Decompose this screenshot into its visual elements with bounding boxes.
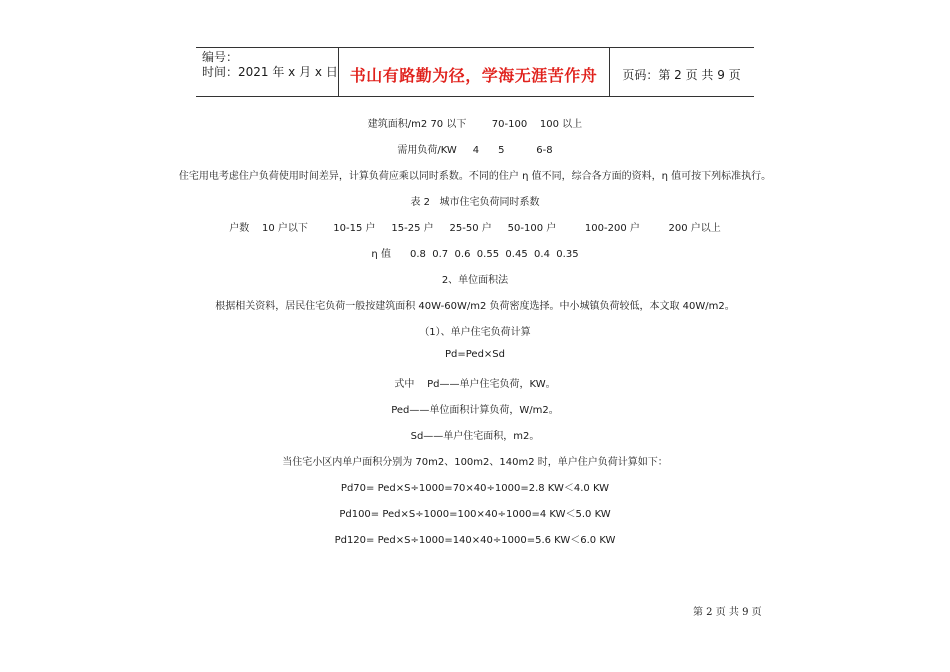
header-page-number: 页码：第 2 页 共 9 页 [622,68,741,82]
calculation-line: Pd120= Ped×S÷1000=140×40÷1000=5.6 KW＜6.0 KW [334,535,616,546]
households-table-row: 户数 10 户以下 10-15 户 15-25 户 25-50 户 50-100 户 100-200 户 200 户以上 [229,223,721,234]
header-meta [202,50,338,80]
document-number-label: 编号： [202,50,239,64]
area-table-row: 建筑面积/m2 70 以下 70-100 100 以上 [367,119,583,130]
paragraph: 当住宅小区内单户面积分别为 70m2、100m2、140m2 时，单户住户负荷计算如下： [282,457,668,468]
header-motto: 书山有路勤为径，学海无涯苦作舟 [349,66,598,85]
paragraph: 根据相关资料，居民住宅负荷一般按建筑面积 40W-60W/m2 负荷密度选择。中小城镇负荷较低，本文取 40W/m2。 [215,301,735,312]
calculation-line: Pd70= Ped×S÷1000=70×40÷1000=2.8 KW＜4.0 KW [340,483,610,494]
page-header [196,47,754,97]
section-heading: 2、单位面积法 [441,275,509,286]
formula: Pd=Ped×Sd [444,349,505,360]
calculation-line: Pd100= Ped×S÷1000=100×40÷1000=4 KW＜5.0 KW [339,509,611,520]
table-caption: 表 2 城市住宅负荷同时系数 [410,197,540,208]
document-time-label: 时间：2021 年 x 月 x 日 [202,65,338,79]
load-table-row: 需用负荷/KW 4 5 6-8 [397,145,553,156]
formula-definition: Ped——单位面积计算负荷，W/m2。 [391,405,559,416]
footer-page-number: 第 2 页 共 9 页 [693,607,762,618]
eta-table-row: η 值 0.8 0.7 0.6 0.55 0.45 0.4 0.35 [371,249,579,260]
header-top-rule [196,47,754,48]
header-bottom-rule [196,96,754,97]
formula-definition: 式中 Pd——单户住宅负荷，KW。 [394,379,556,390]
formula-definition: Sd——单户住宅面积，m2。 [410,431,540,442]
subsection-heading: （1）、单户住宅负荷计算 [419,327,531,338]
paragraph: 住宅用电考虑住户负荷使用时间差异，计算负荷应乘以同时系数。不同的住户 η 值不同，综合各方面的资料，η 值可按下列标准执行。 [178,171,772,182]
